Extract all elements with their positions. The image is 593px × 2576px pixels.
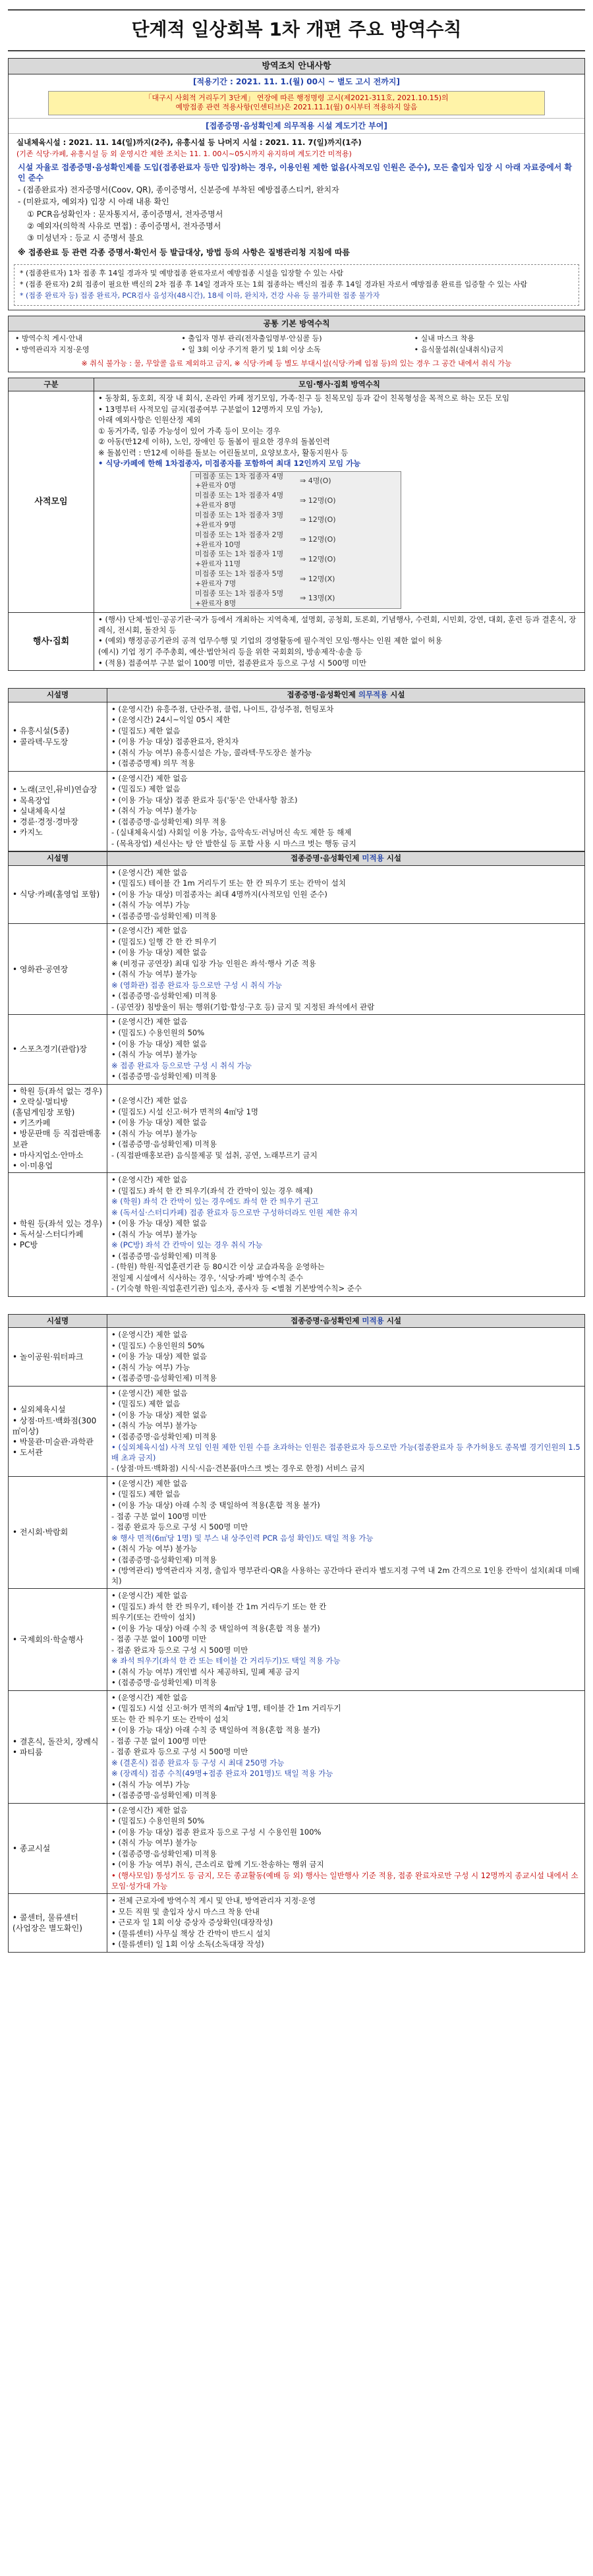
rule-line: ② 아동(만12세 이하), 노인, 장애인 등 돌봄이 필요한 경우의 돌봄인력 [98,437,330,447]
rule-line: • (접종증명·음성확인제) 미적용 [111,1373,217,1383]
notice-note: * (접종 완료자) 2회 접종이 필요한 백신의 2차 접종 후 14일 경과자 또는 1회 접종하는 백신의 접종 후 14일 경과된 자로서 예방접종 완료를 입증할 수 있는 사람 [20,280,528,289]
partial2-col-rules-c: 시설 [383,1315,401,1325]
rule-line: • (밀집도) 수용인원의 50% [111,1816,205,1826]
notice-yellow-box [48,91,545,116]
rule-line: • (접종증명·음성확인제) 미적용 [111,1139,217,1149]
rule-line: • (실외체육시설) 사적 모임 인원 제한 인원 수를 초과하는 인원은 접종완료자 등으로만 가능(접종완료자 등 추가허용도 종목별 경기인원의 1.5배 초과 금지) [111,1443,580,1462]
facility-name: • 실외체육시설 [13,1405,66,1415]
pass-row: 실내체육시설 : 2021. 11. 14(일)까지(2주), 유흥시설 등 나머지 시설 : 2021. 11. 7(일)까지(1주) [16,138,362,148]
rule-line: • (이용 가능 대상) 아래 수칙 중 택일하여 적용(혼합 적용 불가) [111,1623,320,1633]
rule-line: • (접종증명·음성확인제) 미적용 [111,911,217,921]
rule-line: • (운영시간) 24시~익일 05시 제한 [111,715,231,725]
mandatory-table [8,688,585,851]
rule-line: - (기숙형 학원·직업훈련기관) 입소자, 종사자 등 <별첨 기본방역수칙> 준수 [111,1284,362,1294]
facility-name: • 파티룸 [13,1747,43,1757]
table-row [9,865,585,924]
rule-line: • (밀집도) 제한 없음 [111,784,181,794]
rule-line: • (이용 가능 대상) 접종 완료자 등('동'은 안내사항 참조) [111,795,298,805]
facility-name: • 상점·마트·백화점(300㎡이상) [13,1416,97,1436]
mandatory-col-rules-a: 접종증명·음성확인제 [287,690,356,700]
rule-line: • (운영시간) 제한 없음 [111,1330,188,1340]
rule-line: - (학원) 학원·직업훈련기관 등 80시간 이상 교습과목을 운영하는 [111,1262,325,1272]
facility-rules [107,865,585,924]
common-item: • 음식물섭취(실내취식)금지 [414,345,504,354]
rule-line: • (접종증명·음성확인제) 미적용 [111,1072,217,1081]
table-row [9,771,585,851]
rule-line: • (밀집도) 시설 신고·허가 면적의 4㎡당 1명, 테이블 간 1m 거리두기 [111,1703,341,1713]
partial2-col-rules-b: 미적용 [362,1315,384,1325]
facility-name: • 마사지업소·안마소 [13,1150,84,1160]
facility-name-cell [9,1476,107,1588]
rule-line: • (접종증명·음성확인제) 미적용 [111,1431,217,1441]
example-cell: 미접종 또는 1차 접종자 3명+완료자 9명 [191,511,296,530]
notice-bullet: ③ 미성년자 : 등교 시 증명서 불요 [27,233,144,243]
rule-line: ※ (결혼식) 접종 완료자 등 구성 시 최대 250명 가능 [111,1758,285,1767]
notice-yellow-line-2: 예방접종 관련 적용사항(인센티브)은 2021.11.1(월) 0시부터 적용하지 않음 [175,103,418,112]
partial-col-rules-c: 시설 [383,853,401,863]
gathering-private-name: 사적모임 [9,391,94,613]
rule-line: • (이용 가능 대상) 미접종자는 최대 4명까지(사적모임 인원 준수) [111,889,327,899]
facility-rules [107,702,585,771]
facility-name-cell [9,1803,107,1893]
rule-line: • (행사모임) 통성기도 등 금지, 모든 종교활동(예배 등 외) 행사는 일반행사 기준 적용, 접종 완료자로만 구성 시 12명까지 종교시설 내에서 소모임·성가대 가능 [111,1871,579,1891]
table-row [9,391,585,613]
partial-col-rules-b: 미적용 [362,853,384,863]
facility-name: • 학원 등(좌석 없는 경우) [13,1086,103,1096]
facility-rules [107,1084,585,1173]
rule-line: 띄우기(또는 칸막이 설치) [111,1613,196,1622]
rule-line: • (방역관리) 방역관리자 지정, 출입자 명부관리·QR을 사용하는 공간마다 관리자 별도지정 구역 내 2m 간격으로 1인용 칸막이 설치(최대 미배치) [111,1566,580,1586]
facility-name: • 종교시설 [13,1843,51,1853]
rule-line: • (밀집도) 좌석 한 칸 띄우기(좌석 간 칸막이 있는 경우 해제) [111,1186,313,1195]
facility-rules [107,1015,585,1084]
table-row [9,702,585,771]
facility-rules [107,771,585,851]
example-cell: ⇒ 12명(O) [296,491,401,511]
facility-name: • 방문판매 등 직접판매홍보관 [13,1129,101,1149]
facility-rules [107,1803,585,1893]
rule-line: • (이용 가능 대상) 제한 없음 [111,1352,208,1361]
rule-line: • (취식 가능 여부) 불가능 [111,1544,198,1554]
rule-line: • (접종증명제) 의무 적용 [111,758,195,768]
table-row [191,550,401,569]
rule-line: • (이용 가능 대상) 아래 수칙 중 택일하여 적용(혼합 적용 불가) [111,1725,320,1735]
table-row [9,1690,585,1803]
facility-name: • 전시회·박람회 [13,1528,69,1537]
facility-name: • 콜라텍·무도장 [13,737,69,747]
partial-table-2 [8,1314,585,1953]
partial-col-rules [107,852,585,866]
facility-name: (사업장은 별도확인) [13,1923,82,1933]
table-row [9,1386,585,1476]
page-title: 단계적 일상회복 1차 개편 주요 방역수칙 [8,9,585,51]
rule-line: • (운영시간) 제한 없음 [111,867,188,877]
notice-note: * (접종완료자) 1차 접종 후 14일 경과자 및 예방접종 완료자로서 예방접종 시설을 입장할 수 있는 사람 [20,269,344,278]
table-row [191,530,401,550]
rule-line: ※ (장례식) 접종 수칙(49명+접종 완료자 201명)도 택일 적용 가능 [111,1769,333,1779]
rule-line: • (접종증명·음성확인제) 미적용 [111,1848,217,1858]
rule-line: - 접종 구분 없이 100명 미만 [111,1511,207,1521]
rule-line: • 식당·카페에 한해 1차접종자, 미접종자를 포함하여 최대 12인까지 모임 가능 [98,459,361,469]
rule-line: • 13명부터 사적모임 금지(접종여부 구분없이 12명까지 모임 가능), [98,404,323,414]
notice-bullet: ② 예외자(의학적 사유로 면접) : 종이증명서, 전자증명서 [27,221,221,231]
facility-name-cell [9,1386,107,1476]
rule-line: - (공연장) 침방울이 튀는 행위(기합·함성·구호 등) 금지 및 지정된 좌석에서 관람 [111,1002,375,1012]
rule-line: - (목욕장업) 세신사는 탕 안 발한실 등 포함 사용 시 마스크 벗는 행동 금지 [111,838,356,848]
rule-line: • (운영시간) 제한 없음 [111,1017,188,1027]
rule-line: ※ 돌봄인력 : 만12세 이하를 돌보는 어린돌보미, 요양보호사, 활동지원사 등 [98,447,349,457]
rule-line: • (행사) 단체·법인·공공기관·국가 등에서 개최하는 지역축제, 설명회, 공청회, 토론회, 기념행사, 수련회, 시민회, 강연, 대회, 훈련 등과 결혼식, 장례식, 전시회, 돌잔치 등 [98,615,577,635]
rule-line: - (상점·마트·백화점) 시식·시음·견본품(마스크 벗는 경우로 한정) 서비스 금지 [111,1464,365,1474]
rule-line: • (운영시간) 제한 없음 [111,1805,188,1815]
rule-line: - 접종 완료자 등으로 구성 시 500명 미만 [111,1522,248,1532]
rule-line: ※ 좌석 띄우기(좌석 한 칸 또는 테이블 간 거리두기)도 택일 적용 가능 [111,1656,341,1666]
example-cell: 미접종 또는 1차 접종자 4명+완료자 8명 [191,491,296,511]
mandatory-col-facility: 시설명 [9,689,107,702]
common-heading: 공통 기본 방역수칙 [9,316,584,331]
rule-line: • (운영시간) 유흥주점, 단란주점, 클럽, 나이트, 감성주점, 헌팅포차 [111,704,334,714]
rule-line: • (밀집도) 제한 없음 [111,1399,181,1409]
common-item: • 방역관리자 지정·운영 [15,345,90,354]
facility-name: • 목욕장업 [13,795,51,805]
rule-line: - 접종 완료자 등으로 구성 시 500명 미만 [111,1645,248,1655]
facility-name: • 놀이공원·워터파크 [13,1352,84,1361]
rule-line: • (밀집도) 제한 없음 [111,1489,181,1499]
example-cell: 미접종 또는 1차 접종자 2명+완료자 10명 [191,530,296,550]
rule-line: • (취식 가능 여부) 불가능 [111,806,198,816]
gathering-table [8,378,585,672]
gathering-col-rules: 모임·행사·집회 방역수칙 [94,378,585,391]
section-gap [8,671,585,688]
partial-table [8,851,585,1296]
table-row [9,924,585,1015]
partial2-col-facility: 시설명 [9,1314,107,1328]
common-item: • 일 3회 이상 주기적 환기 및 1회 이상 소독 [181,345,321,354]
notice-period: [적용기간 : 2021. 11. 1.(월) 00시 ~ 별도 고시 전까지] [193,77,400,87]
notice-bullets [9,162,584,243]
rule-line: • (운영시간) 제한 없음 [111,1096,188,1106]
rule-line: • (운영시간) 제한 없음 [111,1388,188,1398]
facility-name: • 실내체육시설 [13,806,66,816]
table-row [9,1173,585,1297]
rule-line: • (이용 가능 대상) 접종 완료자 등으로 구성 시 수용인원 100% [111,1827,322,1837]
rule-line: ※ (학원) 좌석 간 칸막이 있는 경우에도 좌석 한 칸 띄우기 권고 [111,1197,319,1207]
notice-star-line: ※ 접종완료 등 관련 각종 증명서·확인서 등 발급대상, 방법 등의 사항은 질병관리청 지침에 따름 [18,248,351,258]
rule-line: • (취식 가능 여부) 불가능 [111,1050,198,1060]
example-cell: ⇒ 4명(O) [296,471,401,491]
rule-line: ※ (독서실·스터디카페) 접종 완료자 등으로만 구성하더라도 인원 제한 유지 [111,1207,358,1217]
example-cell: ⇒ 12명(O) [296,550,401,569]
rule-line: ① 동거가족, 임종 가능성이 있어 가족 등이 모이는 경우 [98,426,281,436]
pass-note: (기존 식당·카페, 유흥시설 등 외 운영시간 제한 조치는 11. 1. 00시~05시까지 유지하며 계도기간 미적용) [16,149,352,158]
common-grid [9,331,584,358]
rule-line: • (접종증명·음성확인제) 미적용 [111,1790,217,1800]
table-row [9,1589,585,1691]
notice-bullet: - (접종완료자) 전자증명서(Coov, QR), 종이증명서, 신분증에 부착된 예방접종스티커, 완치자 [18,185,339,195]
facility-rules [107,1589,585,1691]
facility-name-cell [9,1084,107,1173]
gathering-event-content [94,613,585,671]
rule-line: ※ (PC방) 좌석 간 칸막이 있는 경우 취식 가능 [111,1240,263,1250]
rule-line: • (이용 가능 대상) 제한 없음 [111,948,208,958]
rule-line: • (취식 가능 여부) 개인별 식사 제공하되, 밀폐 제공 금지 [111,1667,300,1676]
rule-line: • (운영시간) 제한 없음 [111,1591,188,1601]
facility-name-cell [9,865,107,924]
rule-line: • (예외) 행정공공기관의 공적 업무수행 및 기업의 경영활동에 필수적인 모임·행사는 인원 제한 없이 허용 [98,636,443,646]
partial-col-rules-a: 접종증명·음성확인제 [291,853,360,863]
facility-rules [107,1386,585,1476]
rule-line: - 접종 구분 없이 100명 미만 [111,1736,207,1746]
facility-name: • 박물관·미술관·과학관 [13,1437,94,1446]
rule-line: • (취식 가능 여부) 불가능 [111,1838,198,1848]
example-cell: 미접종 또는 1차 접종자 4명+완료자 0명 [191,471,296,491]
facility-name: • PC방 [13,1240,38,1250]
rule-line: • (밀집도) 일행 간 한 칸 띄우기 [111,936,217,946]
rule-line: 또는 한 칸 띄우기 또는 칸막이 설치 [111,1714,229,1724]
table-row [191,569,401,589]
notice-bullet: ① PCR음성확인자 : 문자통지서, 종이증명서, 전자증명서 [27,209,223,219]
facility-name: (홀덤게임장 포함) [13,1107,75,1117]
rule-line: 아래 예외사항은 인원산정 제외 [98,415,201,425]
facility-name: • 오락실·멀티방 [13,1097,69,1106]
example-cell: ⇒ 12명(O) [296,511,401,530]
rule-line: • (이용 가능 대상) 제한 없음 [111,1410,208,1419]
private-example-table [190,471,401,610]
rule-line: • (취식 가능 여부) 가능 [111,900,190,910]
facility-name: • 도서관 [13,1448,43,1458]
mandatory-col-rules-c: 시설 [387,690,405,700]
facility-name: • 학원 등(좌석 있는 경우) [13,1219,103,1229]
rule-line: • (취식 가능 여부) 가능 [111,1779,190,1789]
common-item: • 실내 마스크 착용 [414,333,475,343]
common-rules-box [8,316,585,372]
rule-line: • 동창회, 동호회, 직장 내 회식, 온라인 카페 정기모임, 가족·친구 등 친목모임 등과 같이 친목형성을 목적으로 하는 모든 모임 [98,393,510,403]
facility-name: • 국제회의·학술행사 [13,1634,84,1644]
rule-line: • (물류센터) 일 1회 이상 소독(소독대장 작성) [111,1939,264,1949]
table-row [191,511,401,530]
facility-rules [107,1894,585,1953]
rule-line: • (운영시간) 제한 없음 [111,773,188,783]
facility-name: • 이·미용업 [13,1160,53,1170]
rule-line: • (접종증명·음성확인제) 의무 적용 [111,816,227,826]
example-cell: ⇒ 13명(X) [296,589,401,609]
rule-line: (예시) 기업 정기 주주총회, 예산·법안처리 등을 위한 국회회의, 방송제작·송출 등 [98,647,362,656]
example-cell: ⇒ 12명(X) [296,569,401,589]
rule-line: ※ 행사 면적(6㎡당 1명) 및 부스 내 상주인력 PCR 음성 확인)도 택일 적용 가능 [111,1533,374,1543]
rule-line: • (밀집도) 수용인원의 50% [111,1027,205,1037]
rule-line: • (이용 가능 여부) 취식, 큰소리로 합께 기도·찬송하는 행위 금지 [111,1860,324,1870]
table-row [9,1803,585,1893]
rule-line: ※ (비정규 공연장) 최대 입장 가능 인원은 좌석·행사 기준 적용 [111,958,316,968]
rule-line: • (이용 가능 대상) 접종완료자, 완치자 [111,737,239,747]
rule-line: • (운영시간) 제한 없음 [111,926,188,936]
facility-name: • 식당·카페(홀영업 포함) [13,890,100,900]
rule-line: • (밀집도) 테이블 간 1m 거리두기 또는 한 칸 띄우기 또는 칸막이 설치 [111,878,346,888]
mandatory-col-rules-b: 의무적용 [358,690,388,700]
rule-line: • (취식 가능 여부) 불가능 [111,1421,198,1431]
mandatory-col-rules [107,689,585,702]
partial-col-facility: 시설명 [9,852,107,866]
rule-line: • (이용 가능 대상) 제한 없음 [111,1218,208,1228]
facility-name-cell [9,1328,107,1387]
partial2-col-rules [107,1314,585,1328]
facility-name-cell [9,1015,107,1084]
facility-name: • 키즈카페 [13,1118,51,1128]
section-gap [8,1297,585,1314]
partial2-col-rules-a: 접종증명·음성확인제 [291,1315,360,1325]
rule-line: • (운영시간) 제한 없음 [111,1478,188,1488]
example-cell: 미접종 또는 1차 접종자 1명+완료자 11명 [191,550,296,569]
rule-line: • (밀집도) 좌석 한 칸 띄우기, 테이블 간 1m 거리두기 또는 한 칸 [111,1601,327,1611]
rule-line: • (접종증명·음성확인제) 미적용 [111,991,217,1001]
table-row [9,1894,585,1953]
facility-name: • 노래(코인,뮤비)연습장 [13,785,98,795]
common-item: • 방역수칙 게시·안내 [15,333,82,343]
rule-line: • (물류센터) 사무실 책상 간 칸막이 반드시 설치 [111,1928,271,1938]
table-row [9,1084,585,1173]
notice-bullet: 시설 자율로 접종증명·음성확인제를 도입(접종완료자 등만 입장)하는 경우, 이용인원 제한 없음(사적모임 인원은 준수), 모든 출입자 입장 시 아래 자료중에서 확인 준수 [18,162,573,183]
rule-line: - (실내체육시설) 사회일 이용 가능, 음악속도·러닝머신 속도 제한 등 해제 [111,828,352,838]
facility-name-cell [9,1690,107,1803]
facility-rules [107,1173,585,1297]
rule-line: 전일제 시설에서 식사하는 경우, '식당·카페' 방역수칙 준수 [111,1273,304,1282]
facility-name-cell [9,771,107,851]
facility-name-cell [9,702,107,771]
gathering-col-category: 구분 [9,378,94,391]
table-row [9,1015,585,1084]
rule-line: • 근로자 일 1회 이상 증상자 증상확인(대장작성) [111,1918,273,1928]
facility-rules [107,924,585,1015]
table-row [9,1328,585,1387]
facility-name: • 경륜·경정·경마장 [13,817,78,827]
gathering-event-name: 행사·집회 [9,613,94,671]
rule-line: - (직접판매홍보관) 음식물제공 및 섭취, 공연, 노래부르기 금지 [111,1150,318,1160]
common-note: ※ 취식 불가능 : 물, 무알콜 음료 제외하고 금지, ※ 식당·카페 등 별도 부대시설(식당·카페 입점 등)의 있는 경우 그 공간 내에서 취식 가능 [81,358,512,368]
facility-name-cell [9,1894,107,1953]
facility-name: • 영화관·공연장 [13,964,69,974]
rule-line: • (취식 가능 여부) 불가능 [111,1128,198,1138]
facility-name: • 스포츠경기(관람)장 [13,1045,87,1054]
rule-line: - 접종 구분 없이 100명 미만 [111,1634,207,1644]
facility-rules [107,1476,585,1588]
notice-notes [14,264,579,306]
rule-line: - 접종 완료자 등으로 구성 시 500명 미만 [111,1747,248,1757]
rule-line: • (이용 가능 대상) 제한 없음 [111,1039,208,1048]
notice-box [8,58,585,310]
rule-line: • (취식 가능 여부) 불가능 [111,969,198,979]
rule-line: ※ 접종 완료자 등으로만 구성 시 취식 가능 [111,1060,252,1070]
rule-line: • (접종증명·음성확인제) 미적용 [111,1678,217,1688]
facility-rules [107,1690,585,1803]
table-row [9,1476,585,1588]
facility-name: • 결혼식, 돌잔치, 장례식 [13,1736,99,1746]
table-row [191,589,401,609]
example-cell: 미접종 또는 1차 접종자 5명+완료자 7명 [191,569,296,589]
facility-name: • 카지노 [13,828,43,838]
rule-line: • (접종증명·음성확인제) 미적용 [111,1555,217,1564]
facility-name-cell [9,1589,107,1691]
rule-line: • (운영시간) 제한 없음 [111,1692,188,1702]
pass-heading: [접종증명·음성확인제 의무적용 시설 계도기간 부여] [9,118,584,134]
notice-yellow-line-1: 「대구시 사회적 거리두기 3단계」 연장에 따른 행정명령 고시(제2021-311호, 2021.10.15)의 [144,93,449,102]
rule-line: • (접종증명·음성확인제) 미적용 [111,1251,217,1261]
rule-line: • 전체 근로자에 방역수칙 게시 및 안내, 방역관리자 지정·운영 [111,1896,316,1906]
table-row [191,491,401,511]
rule-line: • 모든 직원 및 출입자 상시 마스크 착용 안내 [111,1906,260,1916]
rule-line: • (적용) 접종여부 구분 없이 100명 미만, 접종완료자 등으로 구성 시 500명 미만 [98,658,367,668]
facility-rules [107,1328,585,1387]
rule-line: ※ (영화관) 접종 완료자 등으로만 구성 시 취식 가능 [111,980,282,990]
facility-name: • 유흥시설(5종) [13,726,69,736]
rule-line: • (이용 가능 대상) 제한 없음 [111,1118,208,1128]
example-cell: ⇒ 12명(O) [296,530,401,550]
common-item: • 출입자 명부 관리(전자출입명부·안심콜 등) [181,333,322,343]
table-row [9,613,585,671]
rule-line: • (밀집도) 시설 신고·허가 면적의 4㎡당 1명 [111,1106,259,1116]
gathering-private-content [94,391,585,613]
rule-line: • (취식 가능 여부) 불가능 [111,1229,198,1239]
rule-line: • (운영시간) 제한 없음 [111,1175,188,1185]
rule-line: • (취식 가능 여부) 유흥시설은 가능, 콜라텍·무도장은 불가능 [111,747,312,757]
rule-line: • (취식 가능 여부) 가능 [111,1362,190,1372]
example-cell: 미접종 또는 1차 접종자 5명+완료자 8명 [191,589,296,609]
rule-line: • (밀집도) 제한 없음 [111,726,181,735]
rule-line: • (밀집도) 수용인원의 50% [111,1340,205,1350]
facility-name: • 독서실·스터디카페 [13,1230,84,1240]
facility-name-cell [9,924,107,1015]
notice-heading: 방역조치 안내사항 [9,59,584,75]
table-row [191,471,401,491]
rule-line: • (이용 가능 대상) 아래 수칙 중 택일하여 적용(혼합 적용 불가) [111,1500,320,1510]
facility-name: • 콜센터, 물류센터 [13,1912,78,1922]
notice-note: * (접종 완료자 등) 접종 완료자, PCR검사 음성자(48시간), 18세 이하, 완치자, 건강 사유 등 불가피한 접종 불가자 [20,291,380,300]
facility-name-cell [9,1173,107,1297]
notice-bullet: - (미완료자, 예외자) 입장 시 아래 내용 확인 [18,197,169,207]
